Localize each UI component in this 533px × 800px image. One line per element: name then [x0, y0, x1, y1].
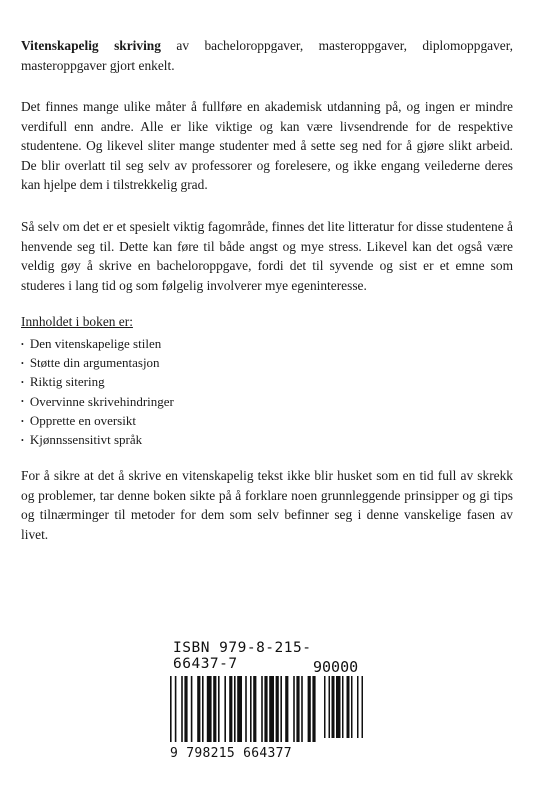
intro-paragraph	[21, 36, 513, 75]
contents-heading: Innholdet i boken er:	[21, 314, 133, 329]
list-item: • Støtte din argumentasjon	[21, 354, 174, 373]
list-item: • Opprette en oversikt	[21, 412, 174, 431]
intro-rest: av bacheloroppgaver, masteroppgaver, diplomoppgaver, masteroppgaver gjort enkelt.	[21, 38, 513, 73]
paragraph-1: Det finnes mange ulike måter å fullføre en akademisk utdanning på, og ingen er mindre verdifull enn andre. Alle er like viktige og kan være livsendrende for de respektive studentene. Og likevel sliter mange studenter med å sette seg ned for å gjøre slikt arbeid. De blir overlatt til seg selv av professorer og forelesere, og ikke engang veilederne deres kan hjelpe dem i tilstrekkelig grad.	[21, 99, 513, 193]
paragraph-2: Så selv om det er et spesielt viktig fagområde, finnes det lite litteratur for disse studentene å henvende seg til. Dette kan føre til både angst og mye stress. Likevel kan det også være veldig gøy å skrive en bacheloroppgave, fordi det til syvende og sist er et emne som studeres i lang tid og som følgelig involverer mye egeninteresse.	[21, 219, 513, 293]
paragraph-3: For å sikre at det å skrive en vitenskapelig tekst ikke blir husket som en tid full av skrekk og problemer, tar denne boken sikte på å forklare noen grunnleggende prinsipper og gi tips og tilnærminger til metoder for dem som selv befinner seg i denne vanskelige fasen av livet.	[21, 468, 513, 542]
barcode-block	[170, 640, 365, 765]
barcode-icon	[170, 676, 365, 746]
list-item: • Riktig sitering	[21, 373, 174, 392]
list-item: • Kjønnssensitivt språk	[21, 431, 174, 450]
barcode-digits: 9 798215 664377	[170, 746, 292, 761]
list-item: • Overvinne skrivehindringer	[21, 393, 174, 412]
contents-list	[21, 335, 174, 450]
list-item: • Den vitenskapelige stilen	[21, 335, 174, 354]
isbn-label: ISBN 979-8-215-66437-7	[173, 640, 312, 672]
intro-bold-title: Vitenskapelig skriving	[21, 38, 161, 53]
price-addon-label: 90000	[313, 658, 359, 676]
